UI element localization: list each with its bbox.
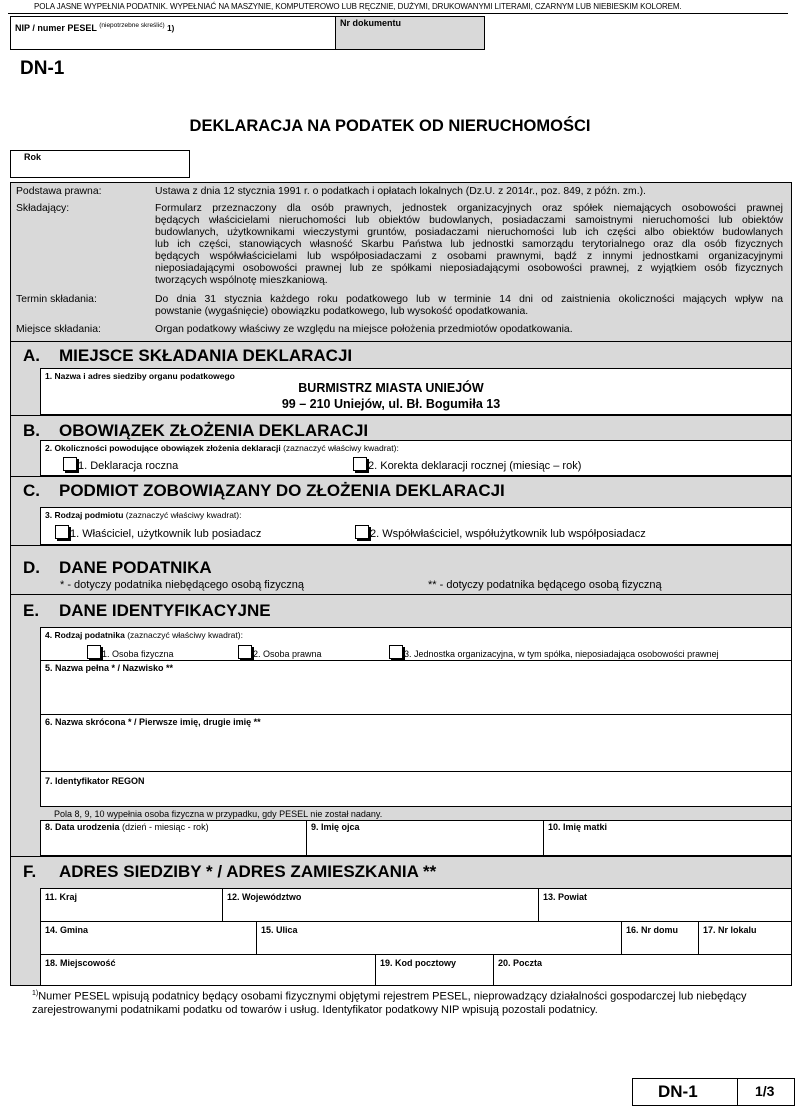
nr-dokumentu-field (335, 16, 485, 50)
field4-hint: (zaznaczyć właściwy kwadrat): (127, 630, 243, 640)
divider (10, 856, 792, 857)
checkbox-icon[interactable] (389, 645, 403, 659)
option-jednostka[interactable]: 3. Jednostka organizacyjna, w tym spółka, nieposiadająca osobowości prawnej (389, 645, 719, 659)
nazwa-pelna-field[interactable] (40, 660, 792, 715)
field18-label: 18. Miejscowość (45, 958, 116, 968)
powiat-field[interactable] (538, 888, 792, 922)
field2-box (40, 440, 792, 476)
kod-pocztowy-field[interactable] (375, 954, 494, 986)
section-b-header: B. OBOWIĄZEK ZŁOŻENIA DEKLARACJI (23, 421, 369, 440)
checkbox-icon[interactable] (355, 525, 369, 539)
poczta-field[interactable] (493, 954, 792, 986)
podstawa-label: Podstawa prawna: (16, 186, 102, 197)
field17-label: 17. Nr lokalu (703, 925, 757, 935)
page-footer-box (632, 1078, 795, 1106)
field5-label: 5. Nazwa pełna * / Nazwisko ** (45, 663, 174, 673)
field8-label: 8. Data urodzenia (45, 822, 120, 832)
divider (10, 545, 792, 546)
field4-box (40, 627, 792, 661)
option-osoba-fizyczna[interactable]: 1. Osoba fizyczna (87, 645, 174, 659)
field16-label: 16. Nr domu (626, 925, 679, 935)
podstawa-text: Ustawa z dnia 12 stycznia 1991 r. o podatkach i opłatach lokalnych (Dz.U. z 2014r., poz. 849, z późn. zm.). (155, 186, 646, 197)
field12-label: 12. Województwo (227, 892, 302, 902)
termin-label: Termin składania: (16, 294, 97, 305)
nip-field[interactable] (10, 16, 336, 50)
field15-label: 15. Ulica (261, 925, 298, 935)
skladajacy-label: Składający: (16, 203, 70, 214)
option-korekta[interactable]: 2. Korekta deklaracji rocznej (miesiąc – rok) (353, 457, 581, 472)
field19-label: 19. Kod pocztowy (380, 958, 457, 968)
field9-label: 9. Imię ojca (311, 822, 360, 832)
section-f-header: F. ADRES SIEDZIBY * / ADRES ZAMIESZKANIA ** (23, 862, 437, 881)
field3-box (40, 507, 792, 545)
organ-name: BURMISTRZ MIASTA UNIEJÓW (298, 381, 484, 395)
checkbox-icon[interactable] (63, 457, 77, 471)
field11-label: 11. Kraj (45, 892, 78, 902)
form-title: DEKLARACJA NA PODATEK OD NIERUCHOMOŚCI (189, 117, 591, 135)
miejscowosc-field[interactable] (40, 954, 376, 986)
footer-form-code: DN-1 (658, 1082, 698, 1101)
field13-label: 13. Powiat (543, 892, 588, 902)
nr-dokumentu-label: Nr dokumentu (340, 18, 402, 28)
top-notice: POLA JASNE WYPEŁNIA PODATNIK. WYPEŁNIAĆ NA MASZYNIE, KOMPUTEROWO LUB RĘCZNIE, DUŻYMI, DRUKOWANYMI LITERAMI, CZARNYM LUB NIEBIESKIM KOLOREM. (34, 2, 682, 11)
rok-label: Rok (24, 152, 42, 162)
divider (10, 594, 792, 595)
pesel-note: Pola 8, 9, 10 wypełnia osoba fizyczna w przypadku, gdy PESEL nie został nadany. (54, 809, 383, 819)
field1-label: 1. Nazwa i adres siedziby organu podatkowego (45, 371, 235, 381)
field20-label: 20. Poczta (498, 958, 543, 968)
wojewodztwo-field[interactable] (222, 888, 539, 922)
rok-field[interactable] (10, 150, 190, 178)
field3-hint: (zaznaczyć właściwy kwadrat): (125, 510, 242, 520)
section-a-header: A. MIEJSCE SKŁADANIA DEKLARACJI (23, 346, 353, 365)
nr-domu-field[interactable] (621, 921, 699, 955)
section-e-header: E. DANE IDENTYFIKACYJNE (23, 601, 271, 620)
imie-ojca-field[interactable] (306, 820, 544, 856)
field7-label: 7. Identyfikator REGON (45, 776, 145, 786)
gmina-field[interactable] (40, 921, 257, 955)
field10-label: 10. Imię matki (548, 822, 608, 832)
nazwa-skrocona-field[interactable] (40, 714, 792, 772)
field2-hint: (zaznaczyć właściwy kwadrat): (283, 443, 399, 453)
nip-ref: 1) (167, 24, 175, 33)
checkbox-icon[interactable] (238, 645, 252, 659)
top-rule (8, 13, 788, 14)
checkbox-icon[interactable] (353, 457, 367, 471)
field8-hint: (dzień - miesiąc - rok) (122, 822, 209, 832)
divider (10, 476, 792, 477)
data-urodzenia-field[interactable] (40, 820, 307, 856)
nr-lokalu-field[interactable] (698, 921, 792, 955)
skladajacy-text: Formularz przeznaczony dla osób prawnych, jednostek organizacyjnych oraz spółek niemających osobowości prawnej będących właścicielami nieruchomości lub obiektów budowlanych, posiadaczami samoistnymi nieruchomości lub obiektów budowlanych, użytkownikami wieczystymi gruntów, posiadaczami nieruchomości lub ich części albo obiektów budowlanych lub ich części, stanowiących własność Skarbu Państwa lub jednostki samorządu terytorialnego oraz dla osób fizycznych będących współwłaścicielami lub współposiadaczami z osobami prawnymi, bądź z innymi jednostkami organizacyjnymi nieposiadającymi osobowości prawnej lub ze spółkami nieposiadającymi osobowości prawnej, z wyjątkiem osób fizycznych tworzących wspólnotę mieszkaniową. (155, 203, 783, 286)
footer-divider (737, 1079, 738, 1105)
field2-label: 2. Okoliczności powodujące obowiązek złożenia deklaracji (45, 443, 281, 453)
option-wspolwlasciciel[interactable]: 2. Współwłaściciel, współużytkownik lub współposiadacz (355, 525, 646, 540)
divider (10, 341, 792, 342)
termin-text: Do dnia 31 stycznia każdego roku podatkowego lub w terminie 14 dni od zaistnienia okoliczności mających wpływ na powstanie (wygaśnięcie) obowiązku podatkowego, lub wysokość opodatkowania. (155, 294, 783, 317)
option-wlasciciel[interactable]: 1. Właściciel, użytkownik lub posiadacz (55, 525, 261, 540)
form-code: DN-1 (20, 58, 65, 79)
checkbox-icon[interactable] (55, 525, 69, 539)
nip-label: NIP / numer PESEL (15, 23, 97, 33)
divider (10, 415, 792, 416)
organ-address: 99 – 210 Uniejów, ul. Bł. Bogumiła 13 (281, 397, 501, 411)
nip-sup: (niepotrzebne skreślić) (99, 22, 165, 29)
imie-matki-field[interactable] (543, 820, 792, 856)
section-d-header: D. DANE PODATNIKA (23, 558, 212, 577)
page-number: 1/3 (755, 1083, 775, 1099)
field3-label: 3. Rodzaj podmiotu (45, 510, 124, 520)
field14-label: 14. Gmina (45, 925, 89, 935)
option-osoba-prawna[interactable]: 2. Osoba prawna (238, 645, 322, 659)
regon-field[interactable] (40, 771, 792, 807)
miejsce-text: Organ podatkowy właściwy ze względu na miejsce położenia przedmiotów opodatkowania. (155, 324, 573, 335)
checkbox-icon[interactable] (87, 645, 101, 659)
organ-field (40, 368, 792, 415)
section-c-header: C. PODMIOT ZOBOWIĄZANY DO ZŁOŻENIA DEKLARACJI (23, 481, 505, 500)
kraj-field[interactable] (40, 888, 223, 922)
ulica-field[interactable] (256, 921, 622, 955)
field6-label: 6. Nazwa skrócona * / Pierwsze imię, drugie imię ** (45, 717, 261, 727)
miejsce-label: Miejsce składania: (16, 324, 101, 335)
note-person: ** - dotyczy podatnika będącego osobą fizyczną (428, 579, 662, 591)
note-non-person: * - dotyczy podatnika niebędącego osobą fizyczną (60, 579, 304, 591)
footnote: $^{1)}$Numer PESEL wpisują podatnicy będący osobami fizycznymi objętymi rejestrem PESEL, nieprowadzący działalności gospodarczej lub niebędący zarejestrowanymi podatnikami podatku od towarów i usług. Identyfikator podatkowy NIP wpisują pozostali podatnicy. (32, 990, 747, 1017)
option-deklaracja-roczna[interactable]: 1. Deklaracja roczna (63, 457, 178, 472)
field4-label: 4. Rodzaj podatnika (45, 630, 125, 640)
